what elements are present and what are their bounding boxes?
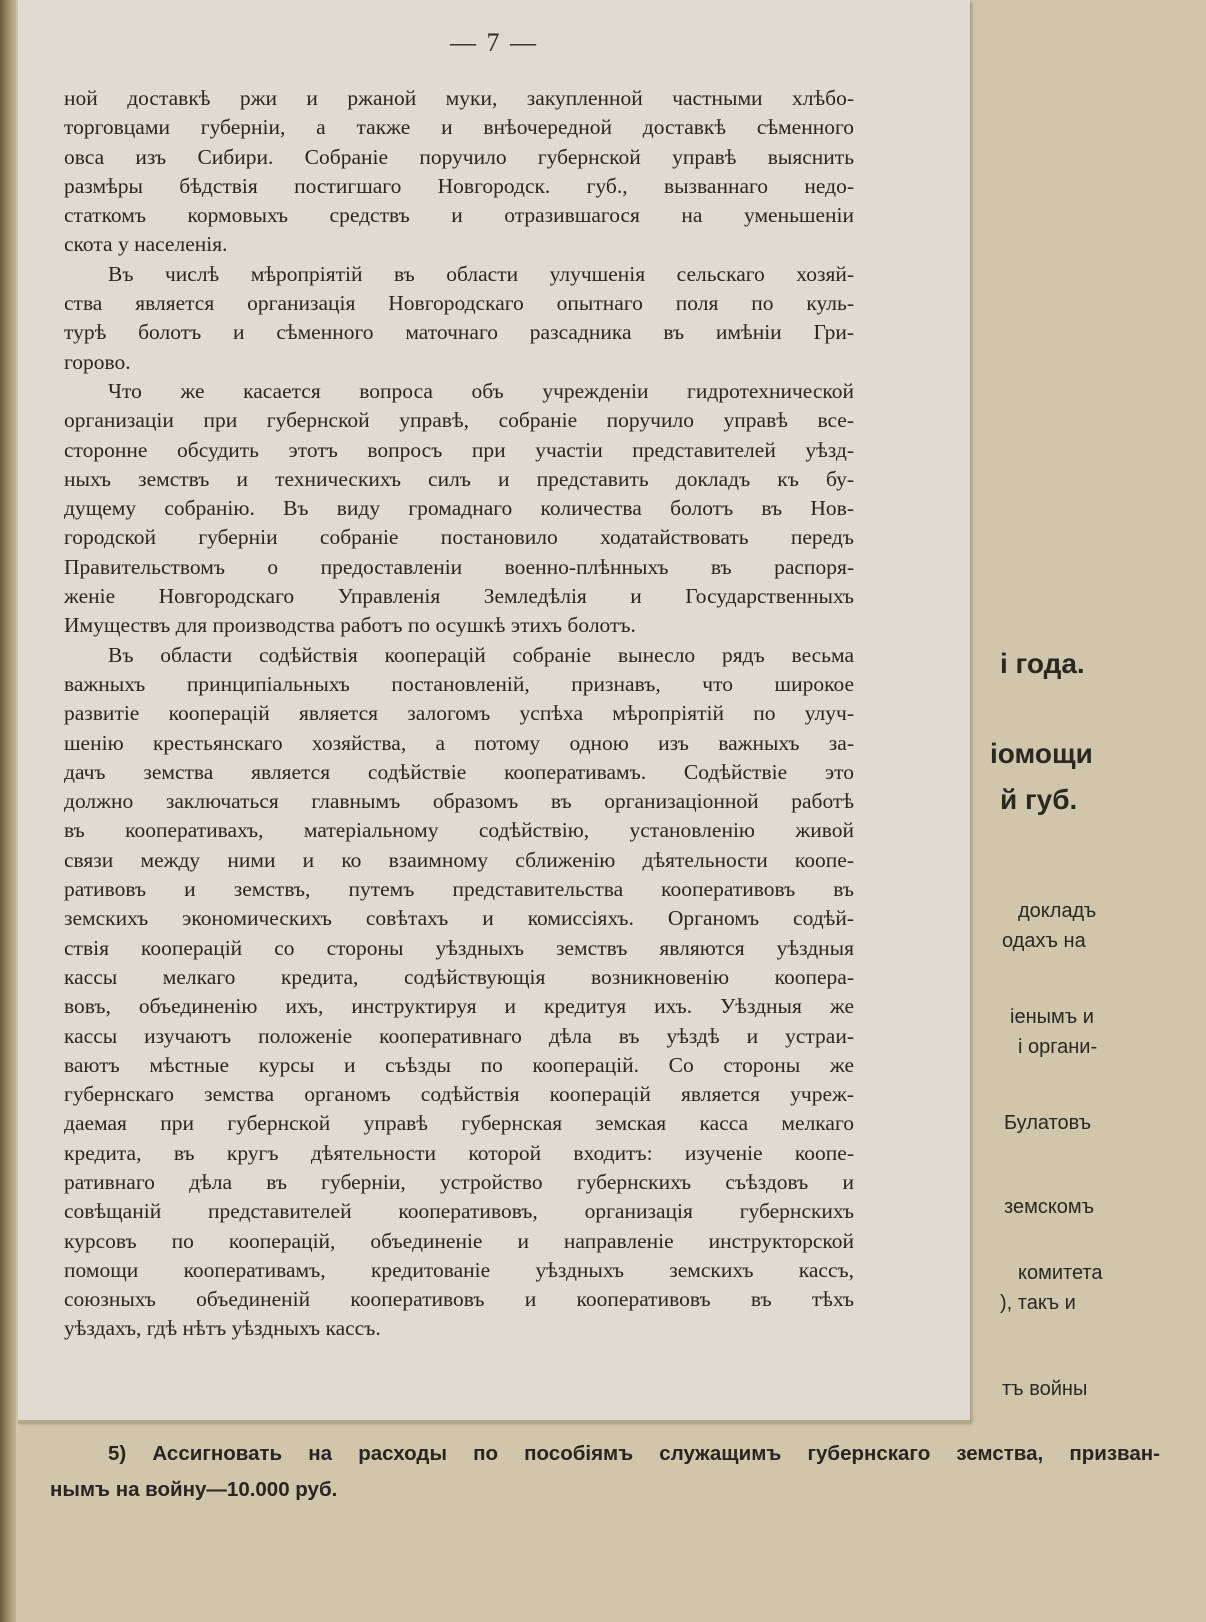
text-line: овса изъ Сибири. Собраніе поручило губернской управѣ выяснить [64, 144, 854, 169]
text-line: должно заключаться главнымъ образомъ въ организаціонной работѣ [64, 789, 854, 814]
text-line: ства является организація Новгородскаго опытнаго поля по куль- [64, 291, 854, 316]
pasted-leaflet [18, 0, 970, 1422]
leaflet-edge [18, 1420, 970, 1424]
text-line: горово. [64, 349, 131, 374]
right-fragment: іенымъ и [1010, 1006, 1094, 1028]
right-fragment: тъ войны [1002, 1378, 1088, 1400]
text-line: женіе Новгородскаго Управленія Земледѣлія и Государственныхъ [64, 584, 854, 609]
text-line: торговцами губерніи, а также и внѣочередной доставкѣ сѣменного [64, 115, 854, 140]
text-line: ративовъ и земствъ, путемъ представительства кооперативовъ въ [64, 877, 854, 902]
text-line: губернскаго земства органомъ содѣйствія кооперацій является учреж- [64, 1082, 854, 1107]
text-line: ративнаго дѣла въ губерніи, устройство губернскихъ съѣздовъ и [64, 1169, 854, 1194]
text-line: кредита, въ кругъ дѣятельности которой входитъ: изученіе коопе- [64, 1140, 854, 1165]
text-line: Что же касается вопроса объ учрежденіи гидротехнической [108, 378, 854, 403]
right-fragment: і органи- [1018, 1036, 1098, 1058]
text-line: ваютъ мѣстные курсы и съѣзды по кооперацій. Со стороны же [64, 1052, 854, 1077]
main-text-block [64, 84, 854, 1344]
text-line: ныхъ земствъ и техническихъ силъ и представить докладъ къ бу- [64, 466, 854, 491]
text-line: дачъ земства является содѣйствіе кооперативамъ. Содѣйствіе это [64, 759, 854, 784]
text-line: городской губерніи собраніе постановило ходатайствовать передъ [64, 525, 854, 550]
right-heading-2: іомощи [990, 738, 1093, 769]
text-line: шенію крестьянскаго хозяйства, а потому одною изъ важныхъ за- [64, 730, 854, 755]
text-line: развитіе кооперацій является залогомъ успѣха мѣропріятій по улуч- [64, 701, 854, 726]
text-line: кассы мелкаго кредита, содѣйствующія возникновенію коопера- [64, 964, 854, 989]
text-line: Въ числѣ мѣропріятій въ области улучшенія сельскаго хозяй- [108, 261, 854, 286]
right-fragment: докладъ [1018, 900, 1097, 922]
text-line: Правительствомъ о предоставленіи военно-плѣнныхъ въ распоря- [64, 554, 854, 579]
text-line: кассы изучаютъ положеніе кооперативнаго дѣла въ уѣздѣ и устраи- [64, 1023, 854, 1048]
text-line: организаціи при губернской управѣ, собраніе поручило управѣ все- [64, 408, 854, 433]
text-line: размѣры бѣдствія постигшаго Новгородск. губ., вызваннаго недо- [64, 173, 854, 198]
right-fragment: комитета [1018, 1262, 1103, 1284]
text-line: помощи кооперативамъ, кредитованіе уѣздныхъ земскихъ кассъ, [64, 1257, 854, 1282]
text-line: уѣздахъ, гдѣ нѣтъ уѣздныхъ кассъ. [64, 1316, 381, 1341]
text-line: въ кооперативахъ, матеріальному содѣйствію, установленію живой [64, 818, 854, 843]
right-fragment: Булатовъ [1004, 1112, 1092, 1134]
text-line: курсовъ по кооперацій, объединеніе и направленіе инструкторской [64, 1228, 854, 1253]
page-number: — 7 — [450, 28, 538, 57]
text-line: ной доставкѣ ржи и ржаной муки, закупленной частными хлѣбо- [64, 86, 854, 110]
text-line: Имуществъ для производства работъ по осушкѣ этихъ болотъ. [64, 613, 636, 638]
book-spine [0, 0, 16, 1622]
right-heading-1: і года. [1000, 648, 1085, 679]
bottom-paragraph [50, 1436, 1160, 1508]
text-line: вовъ, объединенію ихъ, инструктируя и кредитуя ихъ. Уѣздныя же [64, 994, 854, 1019]
text-line: дущему собранію. Въ виду громаднаго количества болотъ въ Нов- [64, 496, 854, 521]
text-line: турѣ болотъ и сѣменного маточнаго разсадника въ имѣніи Гри- [64, 320, 854, 345]
right-heading-3: й губ. [1000, 784, 1078, 815]
text-line: статкомъ кормовыхъ средствъ и отразившагося на уменьшеніи [64, 203, 854, 228]
text-line: Въ области содѣйствія кооперацій собраніе вынесло рядъ весьма [108, 642, 854, 667]
right-fragment: ), такъ и [1000, 1292, 1076, 1314]
text-line: скота у населенія. [64, 232, 228, 257]
text-line: союзныхъ объединеній кооперативовъ и кооперативовъ въ тѣхъ [64, 1287, 854, 1312]
text-line: важныхъ принципіальныхъ постановленій, признавъ, что широкое [64, 671, 854, 696]
text-line: ствія кооперацій со стороны уѣздныхъ земствъ являются уѣздныя [64, 935, 854, 960]
text-line: связи между ними и ко взаимному сближенію дѣятельности коопе- [64, 847, 854, 872]
text-line: сторонне обсудить этотъ вопросъ при участіи представителей уѣзд- [64, 437, 854, 462]
bottom-paragraph-line: нымъ на войну—10.000 руб. [50, 1478, 338, 1501]
text-line: даемая при губернской управѣ губернская земская касса мелкаго [64, 1111, 854, 1136]
text-line: совѣщаній представителей кооперативовъ, организація губернскихъ [64, 1199, 854, 1224]
text-line: земскихъ экономическихъ совѣтахъ и комиссіяхъ. Органомъ содѣй- [64, 906, 854, 931]
right-fragment: одахъ на [1002, 930, 1086, 952]
right-fragment: земскомъ [1004, 1196, 1095, 1218]
bottom-paragraph-line: 5) Ассигновать на расходы по пособіямъ служащимъ губернскаго земства, призван- [108, 1442, 1160, 1465]
